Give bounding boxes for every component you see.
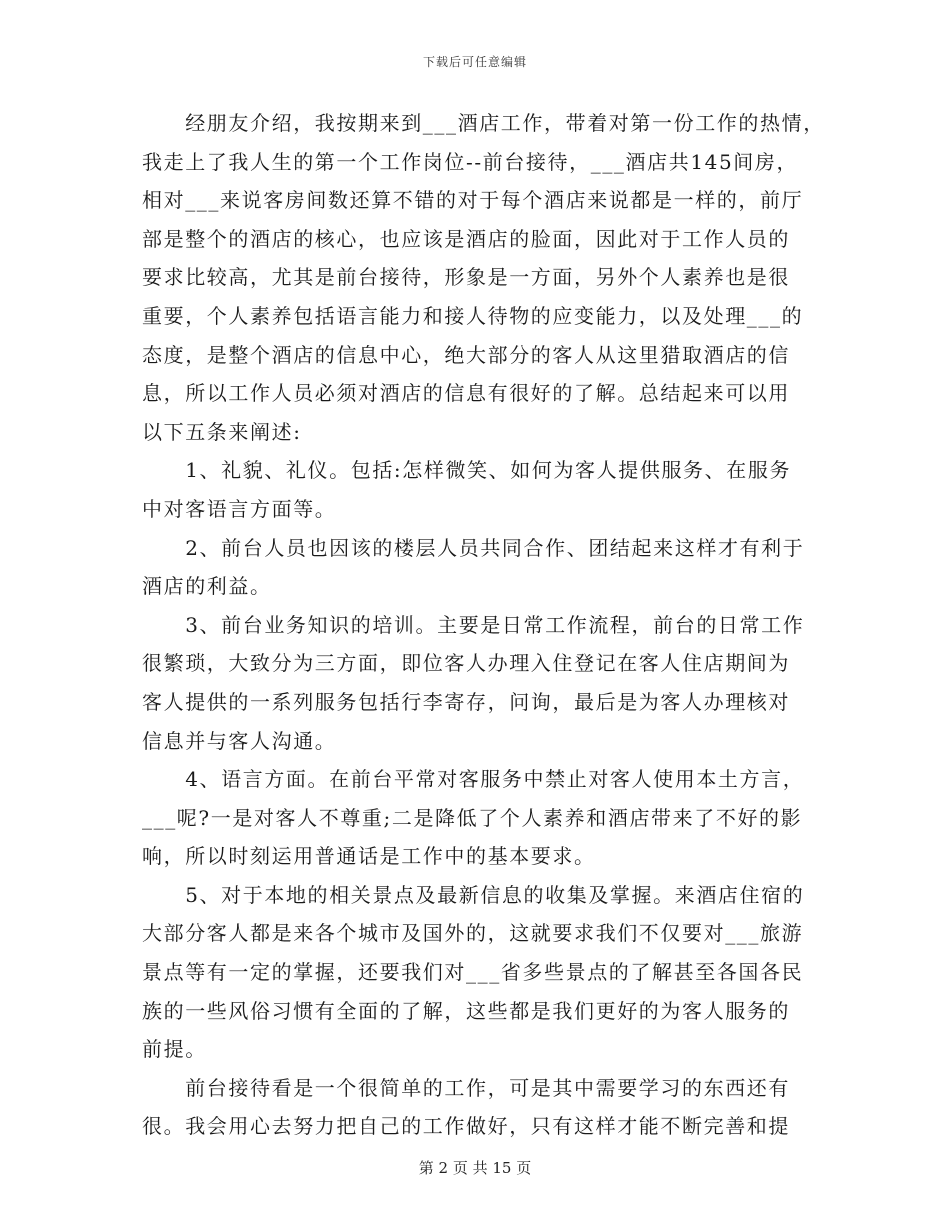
text-line: 相对___来说客房间数还算不错的对于每个酒店来说都是一样的，前厅 (142, 188, 804, 213)
text-line: 响，所以时刻运用普通话是工作中的基本要求。 (142, 844, 596, 869)
text-line: 经朋友介绍，我按期来到___酒店工作，带着对第一份工作的热情， (142, 111, 825, 135)
text-line: 2、前台人员也因该的楼层人员共同合作、团结起来这样才有利于 (142, 535, 805, 560)
text-line: 中对客语言方面等。 (142, 496, 337, 521)
body-text (142, 104, 825, 1146)
text-line: 部是整个的酒店的核心，也应该是酒店的脸面，因此对于工作人员的 (142, 226, 790, 251)
text-line: 很繁琐，大致分为三方面，即位客人办理入住登记在客人住店期间为 (142, 651, 790, 676)
text-line: 景点等有一定的掌握，还要我们对___省多些景点的了解甚至各国各民 (142, 960, 804, 985)
text-line: 客人提供的一系列服务包括行李寄存，问询，最后是为客人办理核对 (142, 689, 790, 714)
text-line: ___呢?一是对客人不尊重;二是降低了个人素养和酒店带来了不好的影 (142, 805, 803, 830)
text-line: 息，所以工作人员必须对酒店的信息有很好的了解。总结起来可以用 (142, 381, 790, 406)
text-line: 信息并与客人沟通。 (142, 728, 337, 753)
text-line: 族的一些风俗习惯有全面的了解，这些都是我们更好的为客人服务的 (142, 998, 790, 1023)
text-line: 很。我会用心去努力把自己的工作做好，只有这样才能不断完善和提 (142, 1114, 790, 1139)
text-line: 1、礼貌、礼仪。包括:怎样微笑、如何为客人提供服务、在服务 (142, 458, 792, 483)
text-line: 4、语言方面。在前台平常对客服务中禁止对客人使用本土方言， (142, 767, 805, 792)
page-footer: 第 2 页 共 15 页 (418, 1159, 532, 1177)
text-line: 前台接待看是一个很简单的工作，可是其中需要学习的东西还有 (142, 1075, 790, 1100)
text-line: 酒店的利益。 (142, 574, 272, 599)
text-line: 要求比较高，尤其是前台接待，形象是一方面，另外个人素养也是很 (142, 265, 790, 290)
text-line: 以下五条来阐述: (142, 419, 302, 444)
text-line: 大部分客人都是来各个城市及国外的，这就要求我们不仅要对___旅游 (142, 921, 804, 946)
text-line: 5、对于本地的相关景点及最新信息的收集及掌握。来酒店住宿的 (142, 882, 805, 907)
text-line: 态度，是整个酒店的信息中心，绝大部分的客人从这里猎取酒店的信 (142, 342, 790, 367)
text-line: 3、前台业务知识的培训。主要是日常工作流程，前台的日常工作 (142, 612, 805, 637)
text-line: 我走上了我人生的第一个工作岗位--前台接待，___酒店共145间房， (142, 149, 799, 174)
text-line: 重要，个人素养包括语言能力和接人待物的应变能力，以及处理___的 (142, 303, 804, 328)
text-line: 前提。 (142, 1037, 207, 1062)
page-header: 下载后可任意编辑 (422, 55, 527, 69)
